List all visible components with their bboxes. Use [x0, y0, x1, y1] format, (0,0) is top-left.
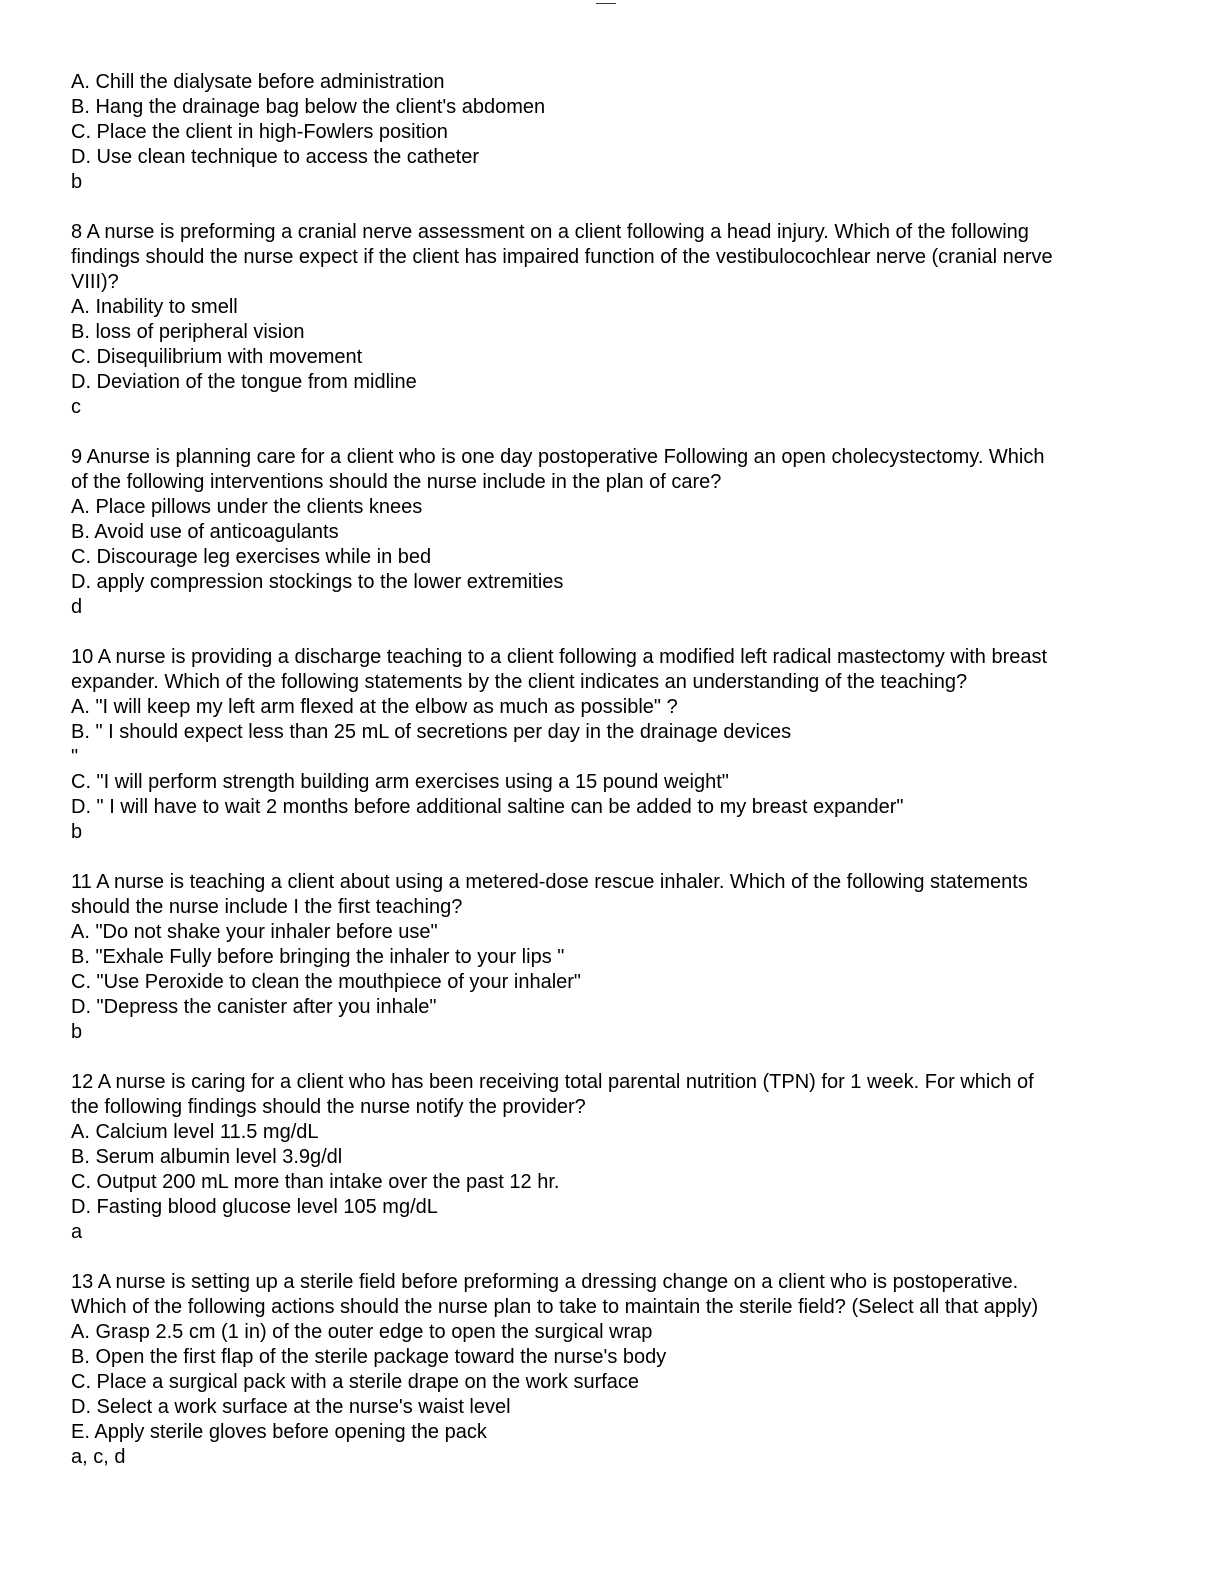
option-d: D. " I will have to wait 2 months before additional saltine can be added to my breast expander"	[71, 796, 904, 818]
option-c: C. Place a surgical pack with a sterile drape on the work surface	[71, 1371, 640, 1393]
question-stem: findings should the nurse expect if the client has impaired function of the vestibulocochlear nerve (cranial nerve	[71, 246, 1053, 268]
option-a: A. Grasp 2.5 cm (1 in) of the outer edge to open the surgical wrap	[71, 1321, 653, 1343]
answer-key: c	[71, 396, 81, 418]
option-b: B. Avoid use of anticoagulants	[71, 521, 339, 543]
question-stem: expander. Which of the following statements by the client indicates an understanding of the teaching?	[71, 671, 968, 693]
question-8	[71, 220, 1151, 420]
option-b: B. Serum albumin level 3.9g/dl	[71, 1146, 343, 1168]
answer-key: b	[71, 821, 83, 843]
option-c: C. "I will perform strength building arm exercises using a 15 pound weight"	[71, 771, 729, 793]
document-body	[71, 70, 1151, 1495]
option-b-continuation: "	[71, 746, 79, 768]
option-a: A. Place pillows under the clients knees	[71, 496, 423, 518]
answer-key: d	[71, 596, 83, 618]
question-stem: the following findings should the nurse notify the provider?	[71, 1096, 586, 1118]
answer-key: b	[71, 171, 83, 193]
option-b: B. Hang the drainage bag below the client's abdomen	[71, 96, 546, 118]
question-10	[71, 645, 1151, 845]
option-d: D. Deviation of the tongue from midline	[71, 371, 417, 393]
question-stem: should the nurse include I the first teaching?	[71, 896, 463, 918]
question-stem: of the following interventions should the nurse include in the plan of care?	[71, 471, 722, 493]
option-a: A. "Do not shake your inhaler before use"	[71, 921, 438, 943]
answer-key: b	[71, 1021, 83, 1043]
question-13	[71, 1270, 1151, 1470]
question-stem: 10 A nurse is providing a discharge teaching to a client following a modified left radical mastectomy with breast	[71, 646, 1048, 668]
question-9	[71, 445, 1151, 620]
question-12	[71, 1070, 1151, 1245]
option-e: E. Apply sterile gloves before opening the pack	[71, 1421, 487, 1443]
option-b: B. Open the first flap of the sterile package toward the nurse's body	[71, 1346, 667, 1368]
option-d: D. Use clean technique to access the catheter	[71, 146, 480, 168]
question-stem: VIII)?	[71, 271, 119, 293]
option-a: A. "I will keep my left arm flexed at the elbow as much as possible" ?	[71, 696, 678, 718]
question-stem: Which of the following actions should the nurse plan to take to maintain the sterile field? (Select all that apply)	[71, 1296, 1039, 1318]
option-b: B. "Exhale Fully before bringing the inhaler to your lips "	[71, 946, 565, 968]
option-b: B. " I should expect less than 25 mL of secretions per day in the drainage devices	[71, 721, 792, 743]
question-11	[71, 870, 1151, 1045]
option-d: D. Select a work surface at the nurse's waist level	[71, 1396, 511, 1418]
answer-key: a, c, d	[71, 1446, 126, 1468]
option-c: C. Place the client in high-Fowlers position	[71, 121, 448, 143]
question-stem: 8 A nurse is preforming a cranial nerve assessment on a client following a head injury. Which of the following	[71, 221, 1029, 243]
option-c: C. Output 200 mL more than intake over the past 12 hr.	[71, 1171, 560, 1193]
option-c: C. Discourage leg exercises while in bed	[71, 546, 432, 568]
option-c: C. Disequilibrium with movement	[71, 346, 363, 368]
question-stem: 13 A nurse is setting up a sterile field before preforming a dressing change on a client who is postoperative.	[71, 1271, 1019, 1293]
option-a: A. Inability to smell	[71, 296, 238, 318]
option-b: B. loss of peripheral vision	[71, 321, 305, 343]
answer-key: a	[71, 1221, 83, 1243]
option-d: D. apply compression stockings to the lower extremities	[71, 571, 564, 593]
option-d: D. Fasting blood glucose level 105 mg/dL	[71, 1196, 438, 1218]
option-d: D. "Depress the canister after you inhale"	[71, 996, 437, 1018]
question-stem: 9 Anurse is planning care for a client who is one day postoperative Following an open cholecystectomy. Which	[71, 446, 1045, 468]
question-7	[71, 70, 1151, 195]
option-a: A. Calcium level 11.5 mg/dL	[71, 1121, 319, 1143]
page-header-mark	[596, 3, 616, 4]
question-stem: 12 A nurse is caring for a client who has been receiving total parental nutrition (TPN) for 1 week. For which of	[71, 1071, 1034, 1093]
question-stem: 11 A nurse is teaching a client about using a metered-dose rescue inhaler. Which of the following statements	[71, 871, 1028, 893]
option-c: C. "Use Peroxide to clean the mouthpiece of your inhaler"	[71, 971, 582, 993]
option-a: A. Chill the dialysate before administration	[71, 71, 445, 93]
